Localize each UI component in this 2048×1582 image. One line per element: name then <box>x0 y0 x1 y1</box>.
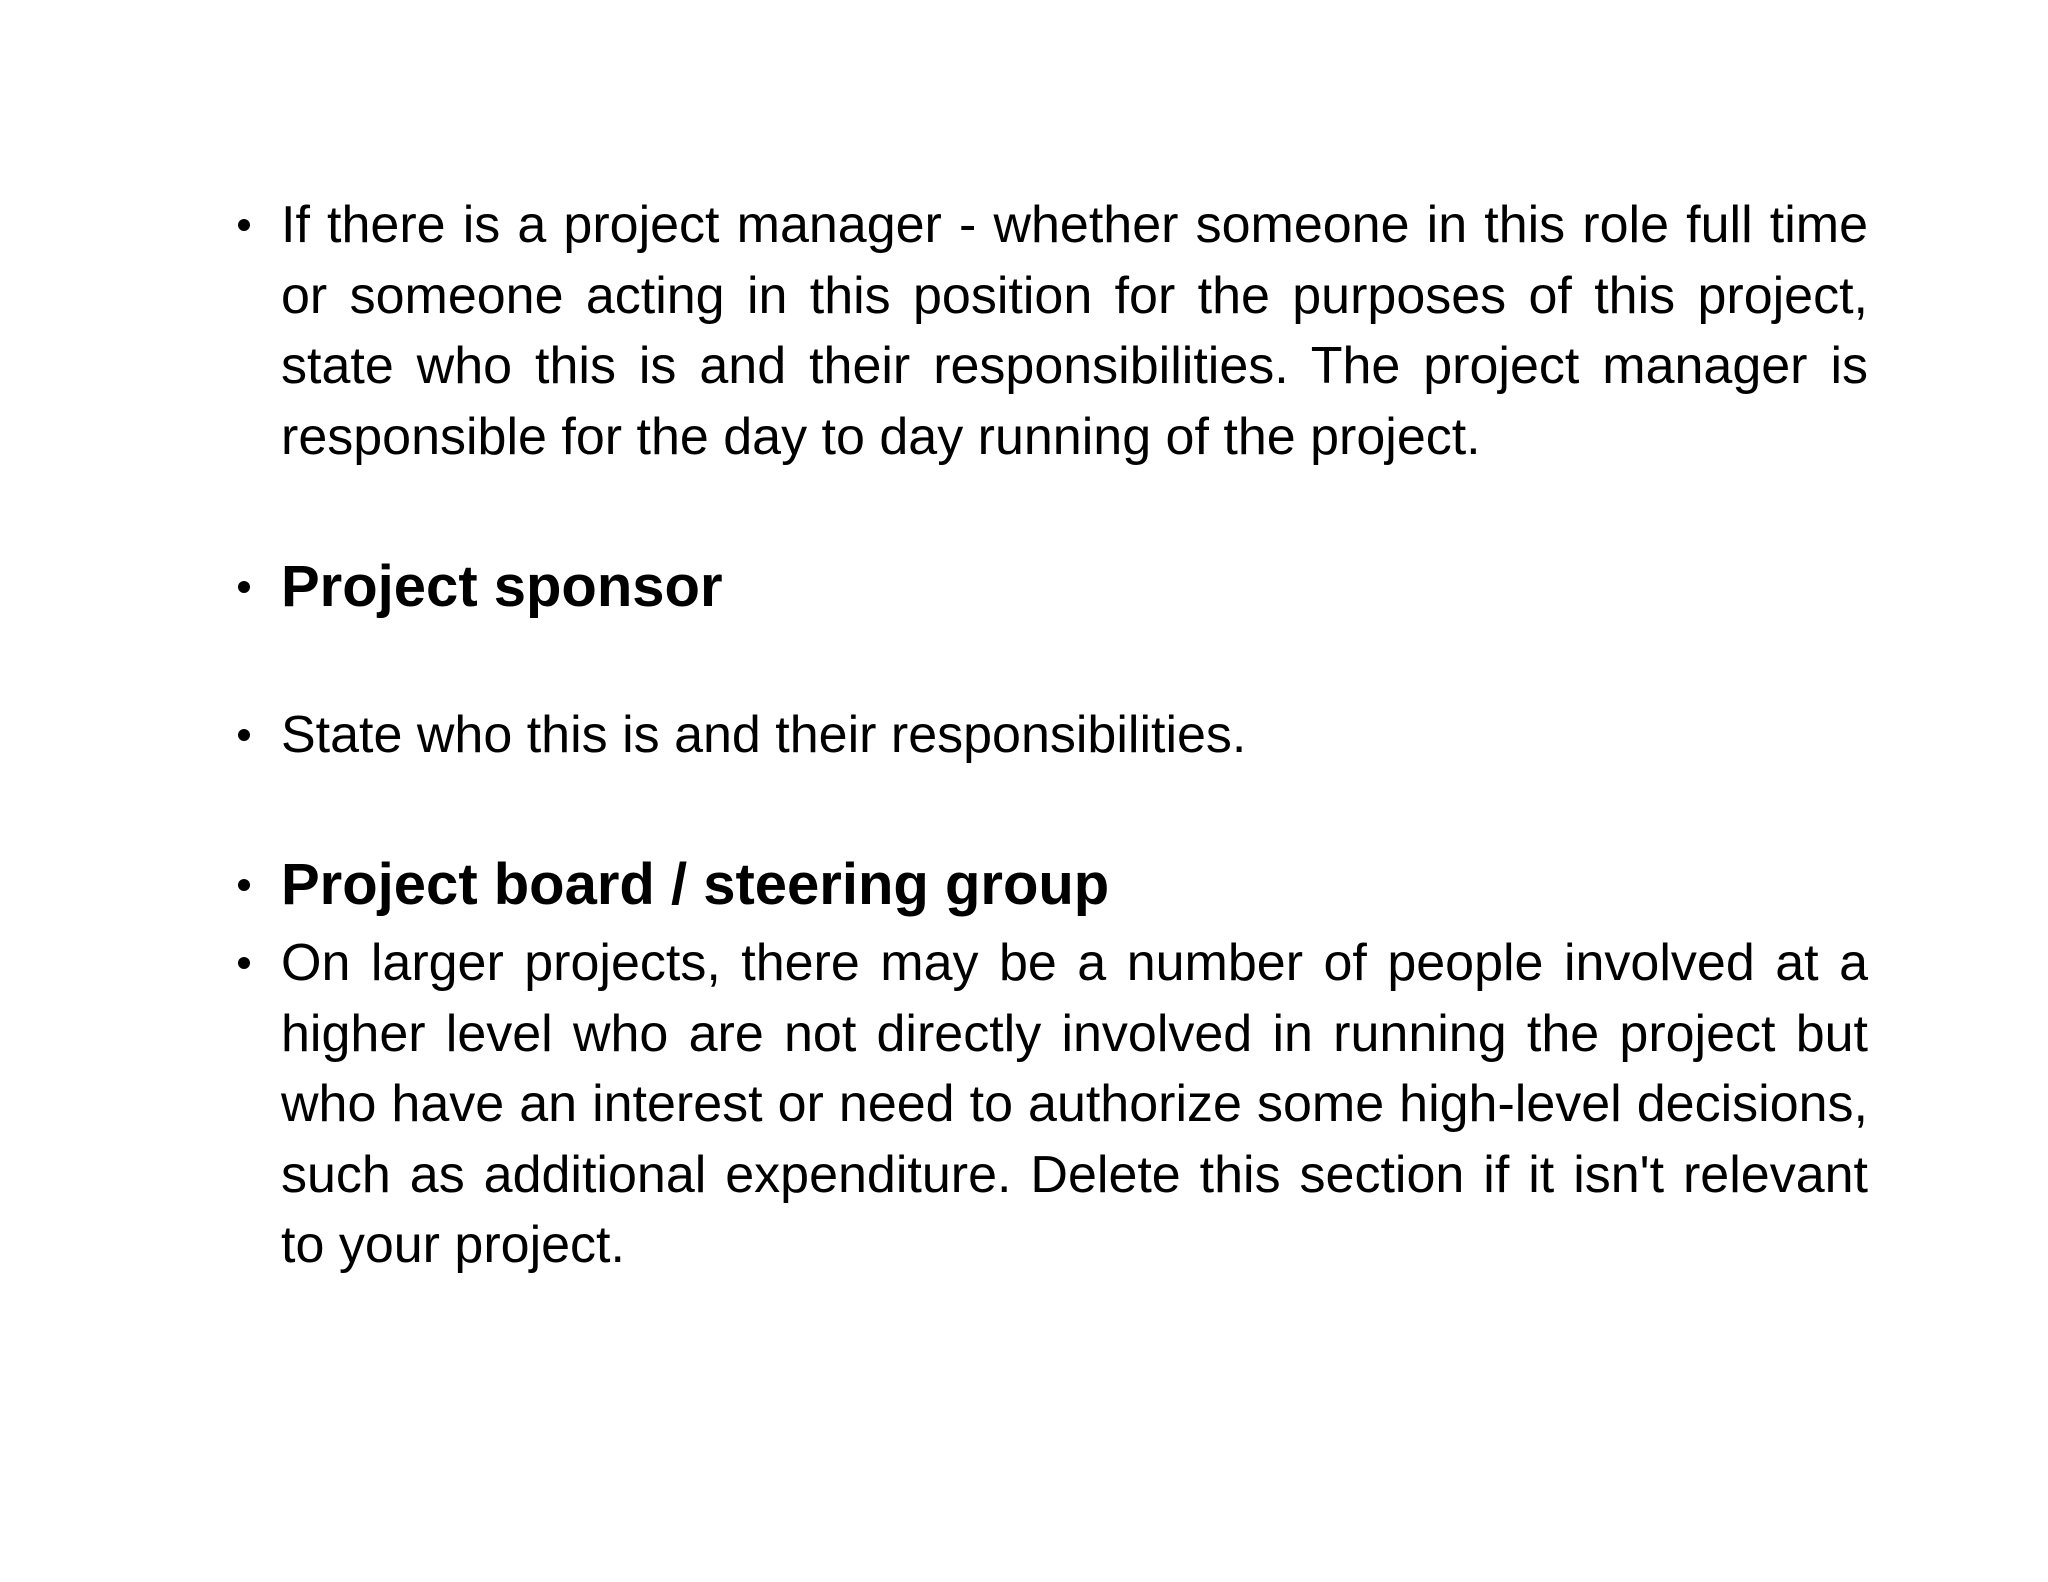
sponsor-description-paragraph: State who this is and their responsibilities. <box>281 706 1247 764</box>
bullet-icon <box>238 219 250 231</box>
bullet-icon <box>238 729 250 741</box>
bullet-icon <box>238 879 250 891</box>
project-sponsor-heading: Project sponsor <box>281 554 723 619</box>
bullet-icon <box>238 581 250 593</box>
bullet-icon <box>238 957 250 969</box>
project-board-heading: Project board / steering group <box>281 852 1110 917</box>
project-manager-paragraph: If there is a project manager - whether someone in this role full time or someone acting in this position for the purposes of this project, state who this is and their responsibilities. The project manager is responsible for the day to day running of the project. <box>281 196 1868 466</box>
board-description-paragraph: On larger projects, there may be a number of people involved at a higher level who are not directly involved in running the project but who have an interest or need to authorize some high-level decisions, such as additional expenditure. Delete this section if it isn't relevant to your project. <box>281 934 1868 1274</box>
